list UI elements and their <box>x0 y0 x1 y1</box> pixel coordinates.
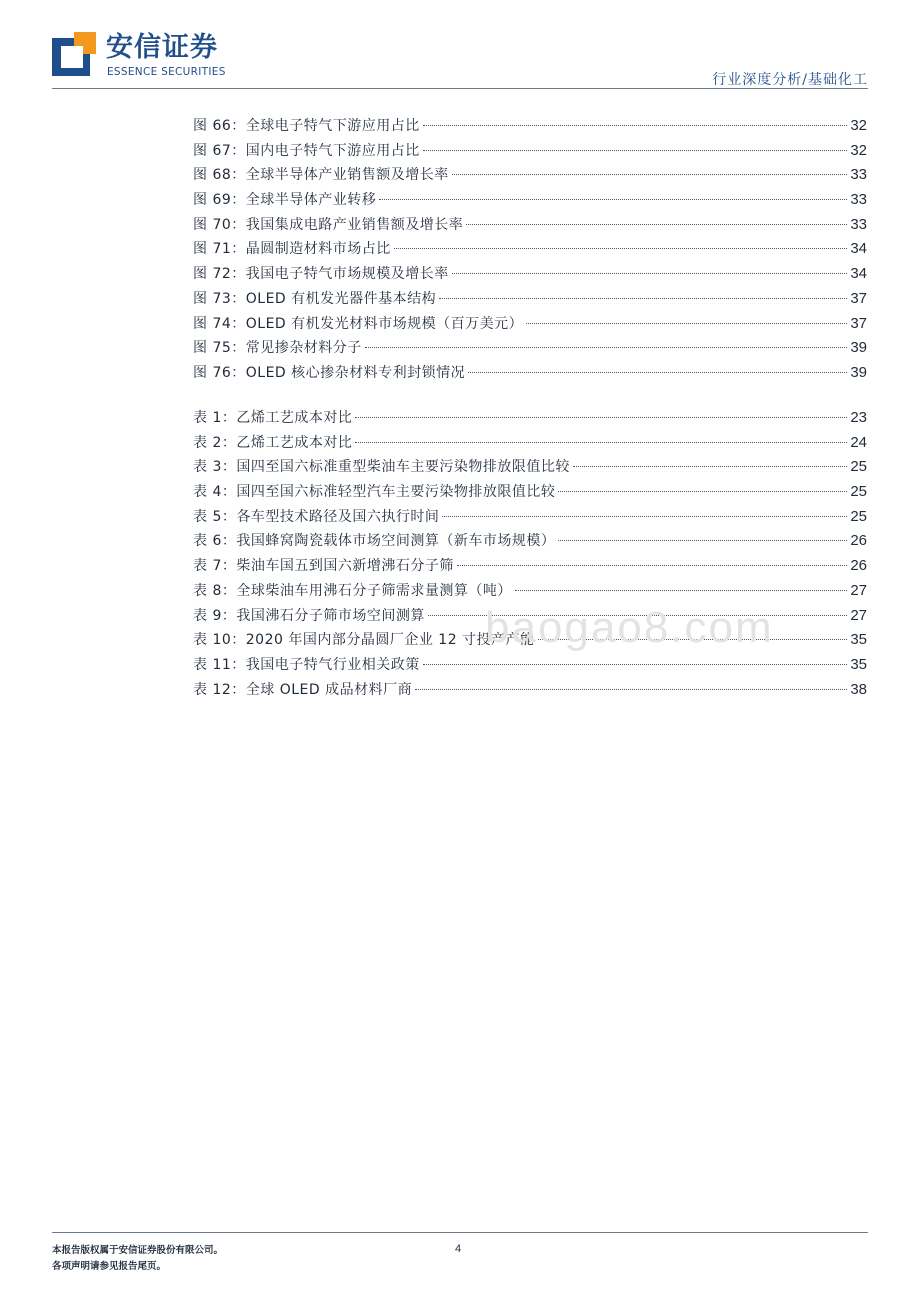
toc-entry-figure-68[interactable] <box>193 163 867 188</box>
dot-leader <box>558 540 847 541</box>
toc-entry-label: 图 70：我国集成电路产业销售额及增长率 <box>193 216 464 233</box>
toc-entry-page: 25 <box>850 483 867 501</box>
dot-leader <box>538 639 848 640</box>
toc-entry-label: 表 4：国四至国六标准轻型汽车主要污染物排放限值比较 <box>193 484 556 501</box>
toc-entry-page: 23 <box>850 409 867 426</box>
watermark: baogao8.com <box>485 603 774 652</box>
toc-entry-label: 图 73：OLED 有机发光器件基本结构 <box>193 290 437 307</box>
dot-leader <box>423 150 848 151</box>
dot-leader <box>415 689 847 690</box>
toc-entry-figure-70[interactable] <box>193 213 867 238</box>
dot-leader <box>515 590 847 591</box>
toc-entry-table-2[interactable] <box>193 431 867 456</box>
toc-entry-table-9[interactable] <box>193 604 867 629</box>
toc-entry-label: 图 69：全球半导体产业转移 <box>193 192 377 209</box>
toc-entry-page: 34 <box>850 265 867 283</box>
dot-leader <box>442 516 847 517</box>
toc-entry-table-5[interactable] <box>193 505 867 530</box>
toc-entry-table-11[interactable] <box>193 653 867 678</box>
brand-name-cn: 安信证券 <box>106 32 218 63</box>
toc-entry-page: 38 <box>850 680 867 698</box>
toc-entry-page: 32 <box>850 117 867 134</box>
toc-entry-page: 34 <box>850 240 867 258</box>
toc-entry-figure-69[interactable] <box>193 188 867 213</box>
toc-entry-label: 表 1：乙烯工艺成本对比 <box>193 410 353 426</box>
dot-leader <box>558 491 847 492</box>
disclaimer-notice: 各项声明请参见报告尾页。 <box>52 1261 167 1272</box>
toc-entry-label: 表 6：我国蜂窝陶瓷载体市场空间测算（新车市场规模） <box>193 533 556 550</box>
table-index <box>193 406 867 702</box>
toc-entry-label: 图 66：全球电子特气下游应用占比 <box>193 118 420 134</box>
toc-entry-page: 39 <box>850 339 867 357</box>
toc-entry-table-1[interactable] <box>193 406 867 431</box>
dot-leader <box>452 174 848 175</box>
toc-entry-label: 表 12：全球 OLED 成品材料厂商 <box>193 681 413 698</box>
dot-leader <box>468 372 847 373</box>
dot-leader <box>423 664 848 665</box>
toc-entry-label: 表 5：各车型技术路径及国六执行时间 <box>193 508 440 525</box>
toc-entry-page: 37 <box>850 314 867 332</box>
toc-entry-table-6[interactable] <box>193 529 867 554</box>
toc-entry-table-3[interactable] <box>193 455 867 480</box>
toc-entry-figure-66[interactable] <box>193 114 867 139</box>
dot-leader <box>355 442 847 443</box>
dot-leader <box>428 615 847 616</box>
dot-leader <box>423 125 848 126</box>
toc-entry-label: 表 2：乙烯工艺成本对比 <box>193 434 353 451</box>
toc-entry-page: 25 <box>850 507 867 525</box>
toc-entry-page: 39 <box>850 363 867 381</box>
toc-entry-figure-71[interactable] <box>193 237 867 262</box>
toc-entry-label: 图 72：我国电子特气市场规模及增长率 <box>193 266 449 283</box>
report-category: 行业深度分析/基础化工 <box>712 72 868 88</box>
toc-entry-page: 33 <box>850 191 867 209</box>
copyright-notice: 本报告版权属于安信证券股份有限公司。 <box>52 1245 224 1256</box>
essence-logo-icon <box>52 32 96 76</box>
toc-entry-label: 表 7：柴油车国五到国六新增沸石分子筛 <box>193 558 454 575</box>
toc-entry-label: 图 71：晶圆制造材料市场占比 <box>193 241 391 258</box>
toc-entry-page: 27 <box>850 606 867 624</box>
toc-entry-label: 表 10：2020 年国内部分晶圆厂企业 12 寸投产产能 <box>193 632 535 649</box>
toc-entry-label: 图 75：常见掺杂材料分子 <box>193 340 362 357</box>
toc-entry-page: 33 <box>850 166 867 184</box>
toc-entry-page: 35 <box>850 655 867 673</box>
dot-leader <box>573 466 847 467</box>
toc-entry-table-12[interactable] <box>193 678 867 703</box>
dot-leader <box>439 298 847 299</box>
toc-entry-label: 表 11：我国电子特气行业相关政策 <box>193 656 420 673</box>
toc-entry-label: 表 9：我国沸石分子筛市场空间测算 <box>193 607 425 624</box>
toc-entry-label: 图 74：OLED 有机发光材料市场规模（百万美元） <box>193 315 524 332</box>
toc-entry-table-10[interactable] <box>193 628 867 653</box>
dot-leader <box>365 347 848 348</box>
dot-leader <box>379 199 847 200</box>
dot-leader <box>526 323 847 324</box>
brand-name-en: ESSENCE SECURITIES <box>107 66 226 78</box>
toc-entry-figure-75[interactable] <box>193 336 867 361</box>
page-number: 4 <box>455 1243 462 1255</box>
figure-index <box>193 114 867 386</box>
toc-entry-table-4[interactable] <box>193 480 867 505</box>
toc-entry-page: 35 <box>850 631 867 649</box>
toc-entry-table-8[interactable] <box>193 579 867 604</box>
toc-entry-label: 图 67：国内电子特气下游应用占比 <box>193 142 420 159</box>
dot-leader <box>355 417 847 418</box>
toc-entry-label: 表 8：全球柴油车用沸石分子筛需求量测算（吨） <box>193 582 512 599</box>
dot-leader <box>457 565 847 566</box>
toc-entry-label: 图 68：全球半导体产业销售额及增长率 <box>193 167 449 184</box>
toc-entry-figure-67[interactable] <box>193 139 867 164</box>
toc-entry-page: 26 <box>850 532 867 550</box>
toc-entry-figure-76[interactable] <box>193 361 867 386</box>
toc-entry-page: 27 <box>850 581 867 599</box>
toc-entry-page: 25 <box>850 458 867 476</box>
header-divider <box>52 88 868 89</box>
dot-leader <box>466 224 847 225</box>
dot-leader <box>394 248 848 249</box>
toc-entry-figure-72[interactable] <box>193 262 867 287</box>
toc-entry-label: 表 3：国四至国六标准重型柴油车主要污染物排放限值比较 <box>193 459 570 476</box>
footer-divider <box>52 1232 868 1233</box>
toc-entry-table-7[interactable] <box>193 554 867 579</box>
toc-entry-label: 图 76：OLED 核心掺杂材料专利封锁情况 <box>193 364 466 381</box>
toc-entry-page: 24 <box>850 433 867 451</box>
toc-entry-page: 37 <box>850 289 867 307</box>
toc-entry-page: 33 <box>850 215 867 233</box>
toc-entry-figure-73[interactable] <box>193 287 867 312</box>
toc-entry-page: 32 <box>850 141 867 159</box>
dot-leader <box>452 273 848 274</box>
toc-entry-figure-74[interactable] <box>193 312 867 337</box>
toc-entry-page: 26 <box>850 557 867 575</box>
